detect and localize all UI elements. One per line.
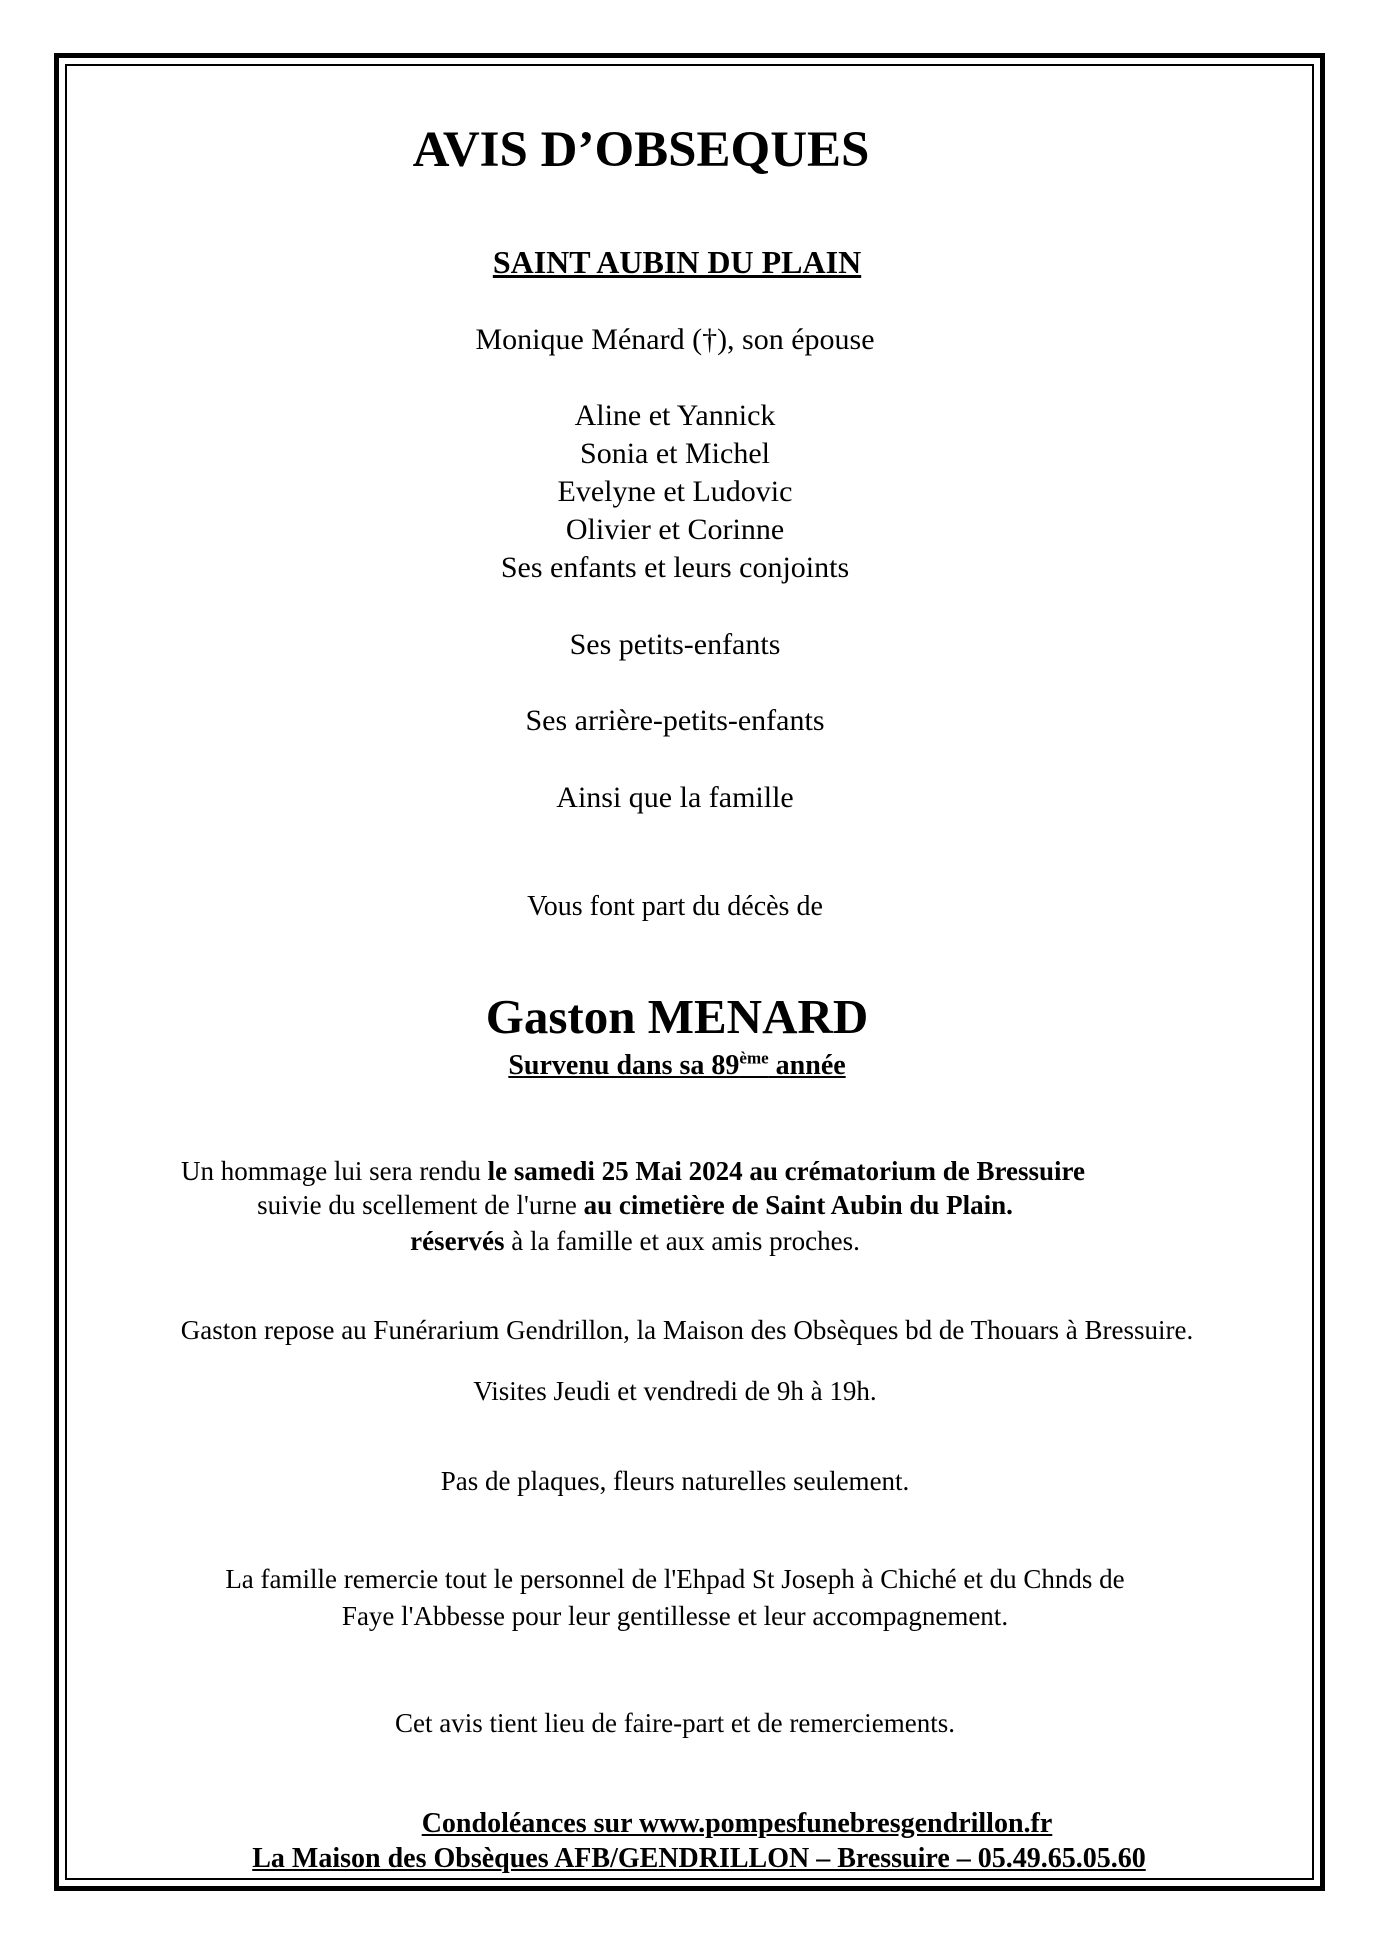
ceremony-line-2 [0,1192,1324,1219]
funeral-home-line: La Maison des Obsèques AFB/GENDRILLON – Bressuire – 05.49.65.05.60 [252,1843,1146,1874]
announcement-line: Vous font part du décès de [527,891,823,922]
child-couple-4: Olivier et Corinne [565,513,785,546]
flowers-line: Pas de plaques, fleurs naturelles seulement. [440,1466,910,1496]
closing-line: Cet avis tient lieu de faire-part et de remerciements. [395,1708,955,1738]
ceremony-date-place: le samedi 25 Mai 2024 au crématorium de Bressuire [487,1156,1086,1186]
ceremony-line-1 [0,1158,1322,1185]
visits-line: Visites Jeudi et vendredi de 9h à 19h. [473,1376,877,1406]
ceremony-line-1-text: Un hommage lui sera rendu [180,1156,488,1186]
ceremony-line-3-text: à la famille et aux amis proches. [504,1226,860,1256]
spouse-line: Monique Ménard (†), son épouse [475,323,875,356]
great-grandchildren-line: Ses arrière-petits-enfants [525,704,825,737]
thanks-line-2: Faye l'Abbesse pour leur gentillesse et leur accompagnement. [341,1601,1009,1631]
ceremony-reserved: réservés [410,1226,505,1256]
thanks-line-1: La famille remercie tout le personnel de l'Ehpad St Joseph à Chiché et du Chnds de [225,1564,1125,1594]
condolences-link[interactable]: Condoléances sur www.pompesfunebresgendrillon.fr [421,1808,1053,1839]
child-couple-3: Evelyne et Ludovic [557,475,793,508]
repose-line: Gaston repose au Funérarium Gendrillon, la Maison des Obsèques bd de Thouars à Bressuire. [180,1315,1194,1345]
age-suffix: année [768,1050,846,1081]
ceremony-line-2-text: suivie du scellement de l'urne [257,1190,584,1220]
notice-title: AVIS D’OBSEQUES [412,122,870,178]
grandchildren-line: Ses petits-enfants [569,628,781,661]
children-caption: Ses enfants et leurs conjoints [500,551,850,584]
ceremony-cemetery: au cimetière de Saint Aubin du Plain. [583,1190,1013,1220]
age-line [0,1048,1366,1081]
family-line: Ainsi que la famille [556,781,794,814]
age-superscript: ème [739,1048,769,1068]
child-couple-1: Aline et Yannick [574,399,776,432]
child-couple-2: Sonia et Michel [580,437,770,470]
ceremony-line-3 [0,1228,1324,1255]
deceased-name: Gaston MENARD [485,989,869,1044]
town-heading: SAINT AUBIN DU PLAIN [492,244,862,280]
age-prefix: Survenu dans sa 89 [508,1050,740,1081]
